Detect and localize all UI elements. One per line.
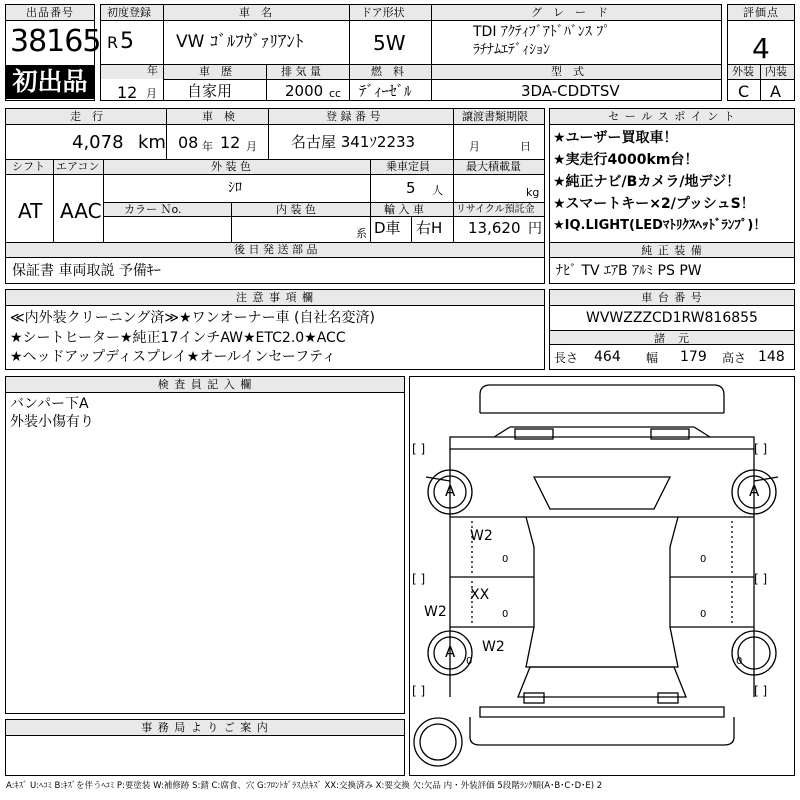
ac-value: AAC bbox=[60, 199, 102, 223]
notes-line: ★シートヒーター★純正17インチAW★ETC2.0★ACC bbox=[10, 330, 346, 346]
chassis-label: 車 台 番 号 bbox=[550, 290, 794, 305]
grade-label: グ レ ー ド bbox=[531, 6, 608, 19]
reg-year: 5 bbox=[120, 29, 134, 54]
bracket: [ ] bbox=[754, 572, 768, 586]
transfer-day-unit: 日 bbox=[520, 140, 531, 153]
inspector-box bbox=[5, 376, 405, 714]
inspector-line: 外装小傷有り bbox=[10, 414, 94, 430]
inspect-label: 車 検 bbox=[202, 110, 235, 123]
door-value: 5W bbox=[373, 31, 406, 55]
fuel-value: ﾃﾞｨｰｾﾞﾙ bbox=[359, 82, 412, 100]
car-name: VW ｺﾞﾙﾌｳﾞｧﾘｱﾝﾄ bbox=[176, 32, 304, 52]
equipment-label: 純 正 装 備 bbox=[550, 243, 794, 257]
hgt-label: 高さ bbox=[722, 351, 747, 365]
int-grade: A bbox=[770, 82, 781, 101]
ext-label: 外装 bbox=[732, 65, 754, 78]
displacement: 2000 bbox=[285, 82, 324, 100]
legend: A:ｷｽﾞ U:ﾍｺﾐ B:ｷｽﾞを伴うﾍｺﾐ P:要塗装 W:補修跡 S:錆 C:腐食、穴 G:ﾌﾛﾝﾄｶﾞﾗｽ点ｷｽﾞ XX:交換済み X:要交換 欠:欠品 内・外装評価 5段階ﾗﾝｸ順(A･B･C･D･E) 2 bbox=[6, 781, 603, 791]
mark-front-right-wheel: A bbox=[749, 482, 760, 500]
name-label: 車 名 bbox=[239, 6, 272, 19]
office-box bbox=[5, 719, 405, 776]
door-left-front bbox=[450, 517, 534, 577]
int-color-label: 内 装 色 bbox=[276, 203, 316, 216]
inspect-year: 08 bbox=[178, 133, 199, 152]
import-hand: 右H bbox=[416, 219, 443, 237]
fuel-label: 燃 料 bbox=[371, 65, 404, 78]
first-listing-badge: 初出品 bbox=[6, 65, 94, 99]
notes-line: ★ヘッドアップディスプレイ★オールインセーフティ bbox=[10, 349, 336, 365]
equipment-text: ﾅﾋﾞ TV ｴｱB ｱﾙﾐ PS PW bbox=[556, 263, 702, 279]
len-value: 464 bbox=[594, 349, 621, 365]
top-info-box bbox=[100, 4, 722, 101]
history-label: 車 歴 bbox=[199, 65, 232, 78]
sales-line: ★実走行4000km台！ bbox=[553, 152, 699, 168]
wid-value: 179 bbox=[680, 349, 707, 365]
mark-zero: 0 bbox=[700, 554, 707, 565]
mark-zero: 0 bbox=[700, 609, 707, 620]
reg-label: 初度登録 bbox=[107, 6, 151, 19]
hgt-value: 148 bbox=[758, 349, 785, 365]
mark-front-left-wheel: A bbox=[445, 482, 456, 500]
grade-line1: TDI ｱｸﾃｨﾌﾞｱﾄﾞﾊﾞﾝｽ ﾌﾟ bbox=[473, 24, 611, 40]
load-unit: kg bbox=[526, 186, 540, 199]
ac-label: エアコン bbox=[56, 160, 100, 173]
mileage-value: 4,078 bbox=[72, 132, 124, 153]
lot-number: 38165 bbox=[10, 24, 101, 59]
color-no-label: カラー Ｎo. bbox=[124, 203, 182, 216]
wid-label: 幅 bbox=[646, 351, 659, 365]
year-unit: 年 bbox=[147, 64, 158, 77]
hood bbox=[450, 437, 754, 449]
history-value: 自家用 bbox=[187, 82, 233, 100]
taillight-right bbox=[658, 693, 678, 703]
plate-value: 名古屋 341ｿ2233 bbox=[291, 133, 416, 151]
sales-line: ★ユーザー買取車！ bbox=[553, 130, 678, 146]
mark-left-door-front: W2 bbox=[470, 528, 493, 544]
inspect-year-unit: 年 bbox=[202, 140, 213, 153]
inspect-month: 12 bbox=[220, 133, 241, 152]
notes-label: 注 意 事 項 欄 bbox=[6, 290, 544, 305]
load-label: 最大積載量 bbox=[466, 160, 521, 173]
recycle-value: 13,620 bbox=[468, 219, 521, 237]
bracket: [ ] bbox=[412, 684, 426, 698]
recycle-unit: 円 bbox=[528, 221, 542, 237]
grade-line2: ﾗﾁﾅﾑｴﾃﾞｨｼｮﾝ bbox=[473, 42, 550, 58]
car-outline-svg bbox=[410, 377, 794, 775]
front-bumper bbox=[480, 385, 724, 413]
lot-box bbox=[5, 4, 101, 101]
sales-line: ★純正ナビ/Bカメラ/地デジ！ bbox=[553, 174, 741, 190]
notes-box bbox=[5, 289, 545, 370]
month-unit: 月 bbox=[146, 87, 157, 100]
later-label: 後 日 発 送 部 品 bbox=[234, 243, 318, 256]
reg-month: 12 bbox=[117, 83, 138, 102]
mark-zero: 0 bbox=[736, 656, 743, 667]
transfer-month-unit: 月 bbox=[469, 140, 480, 153]
office-label: 事 務 局 よ り ご 案 内 bbox=[6, 720, 404, 735]
color-label: 外 装 色 bbox=[211, 160, 251, 173]
later-items: 保証書 車両取説 予備ｷｰ bbox=[12, 263, 161, 279]
model-value: 3DA-CDDTSV bbox=[521, 82, 620, 100]
windshield bbox=[534, 477, 670, 509]
mark-rear-left-wheel: A bbox=[445, 643, 456, 661]
door-right-front bbox=[670, 517, 754, 577]
int-label: 内装 bbox=[765, 65, 787, 78]
chassis-box bbox=[549, 289, 795, 370]
score-value: 4 bbox=[752, 32, 770, 65]
import-maker: D車 bbox=[374, 219, 401, 237]
len-label: 長さ bbox=[554, 351, 579, 365]
seats-value: 5 bbox=[406, 179, 416, 197]
dims-label: 諸 元 bbox=[550, 331, 794, 344]
bracket: [ ] bbox=[412, 572, 426, 586]
seats-label: 乗車定員 bbox=[386, 160, 430, 173]
bracket: [ ] bbox=[754, 442, 768, 456]
mark-roof: XX bbox=[470, 587, 490, 603]
import-label: 輸 入 車 bbox=[384, 203, 424, 216]
rear-hatch bbox=[480, 707, 724, 717]
disp-unit: cc bbox=[329, 87, 342, 100]
mark-rear-door-left: W2 bbox=[482, 639, 505, 655]
bracket: [ ] bbox=[412, 442, 426, 456]
notes-line: ≪内外装クリーニング済≫★ワンオーナー車 (自社名変済) bbox=[10, 310, 375, 326]
seats-unit: 人 bbox=[432, 184, 443, 197]
car-diagram bbox=[409, 376, 795, 776]
score-label: 評価点 bbox=[728, 5, 794, 20]
shift-label: シフト bbox=[12, 160, 45, 173]
bracket: [ ] bbox=[754, 684, 768, 698]
sales-line: ★スマートキー×2/プッシュS！ bbox=[553, 196, 755, 212]
taillight-left bbox=[524, 693, 544, 703]
mid-info-box bbox=[5, 108, 545, 284]
rear-bumper bbox=[470, 717, 734, 745]
plate-label: 登 録 番 号 bbox=[326, 110, 381, 123]
mark-zero: 0 bbox=[502, 554, 509, 565]
int-color-suffix: 系 bbox=[356, 227, 367, 240]
ext-grade: C bbox=[738, 82, 750, 101]
disp-label: 排 気 量 bbox=[281, 65, 321, 78]
door-label: ドア形状 bbox=[361, 6, 405, 19]
shift-value: AT bbox=[18, 199, 43, 223]
color-value: ｼﾛ bbox=[228, 180, 242, 196]
transfer-label: 譲渡書類期限 bbox=[462, 110, 528, 123]
mark-zero: 0 bbox=[502, 609, 509, 620]
sales-line: ★IQ.LIGHT(LEDﾏﾄﾘｸｽﾍｯﾄﾞﾗﾝﾌﾟ)！ bbox=[553, 218, 767, 233]
vin: WVWZZZCD1RW816855 bbox=[586, 310, 758, 326]
model-label: 型 式 bbox=[551, 65, 584, 78]
mark-zero: 0 bbox=[466, 656, 473, 667]
reg-era: R bbox=[107, 33, 119, 52]
mileage-unit: km bbox=[138, 132, 166, 153]
roof bbox=[526, 517, 678, 667]
score-box bbox=[727, 4, 795, 101]
mark-left-side-rear: W2 bbox=[424, 604, 447, 620]
recycle-label: リサイクル預託金 bbox=[456, 204, 535, 215]
inspector-line: バンパー下A bbox=[10, 396, 89, 412]
mileage-label: 走 行 bbox=[70, 110, 103, 123]
inspector-label: 検 査 員 記 入 欄 bbox=[6, 377, 404, 392]
lot-label: 出品番号 bbox=[6, 5, 94, 20]
sales-box bbox=[549, 108, 795, 284]
inspect-month-unit: 月 bbox=[246, 140, 257, 153]
sales-label: セ ー ル ス ポ イ ン ト bbox=[550, 109, 794, 124]
spare-wheel bbox=[414, 718, 462, 766]
